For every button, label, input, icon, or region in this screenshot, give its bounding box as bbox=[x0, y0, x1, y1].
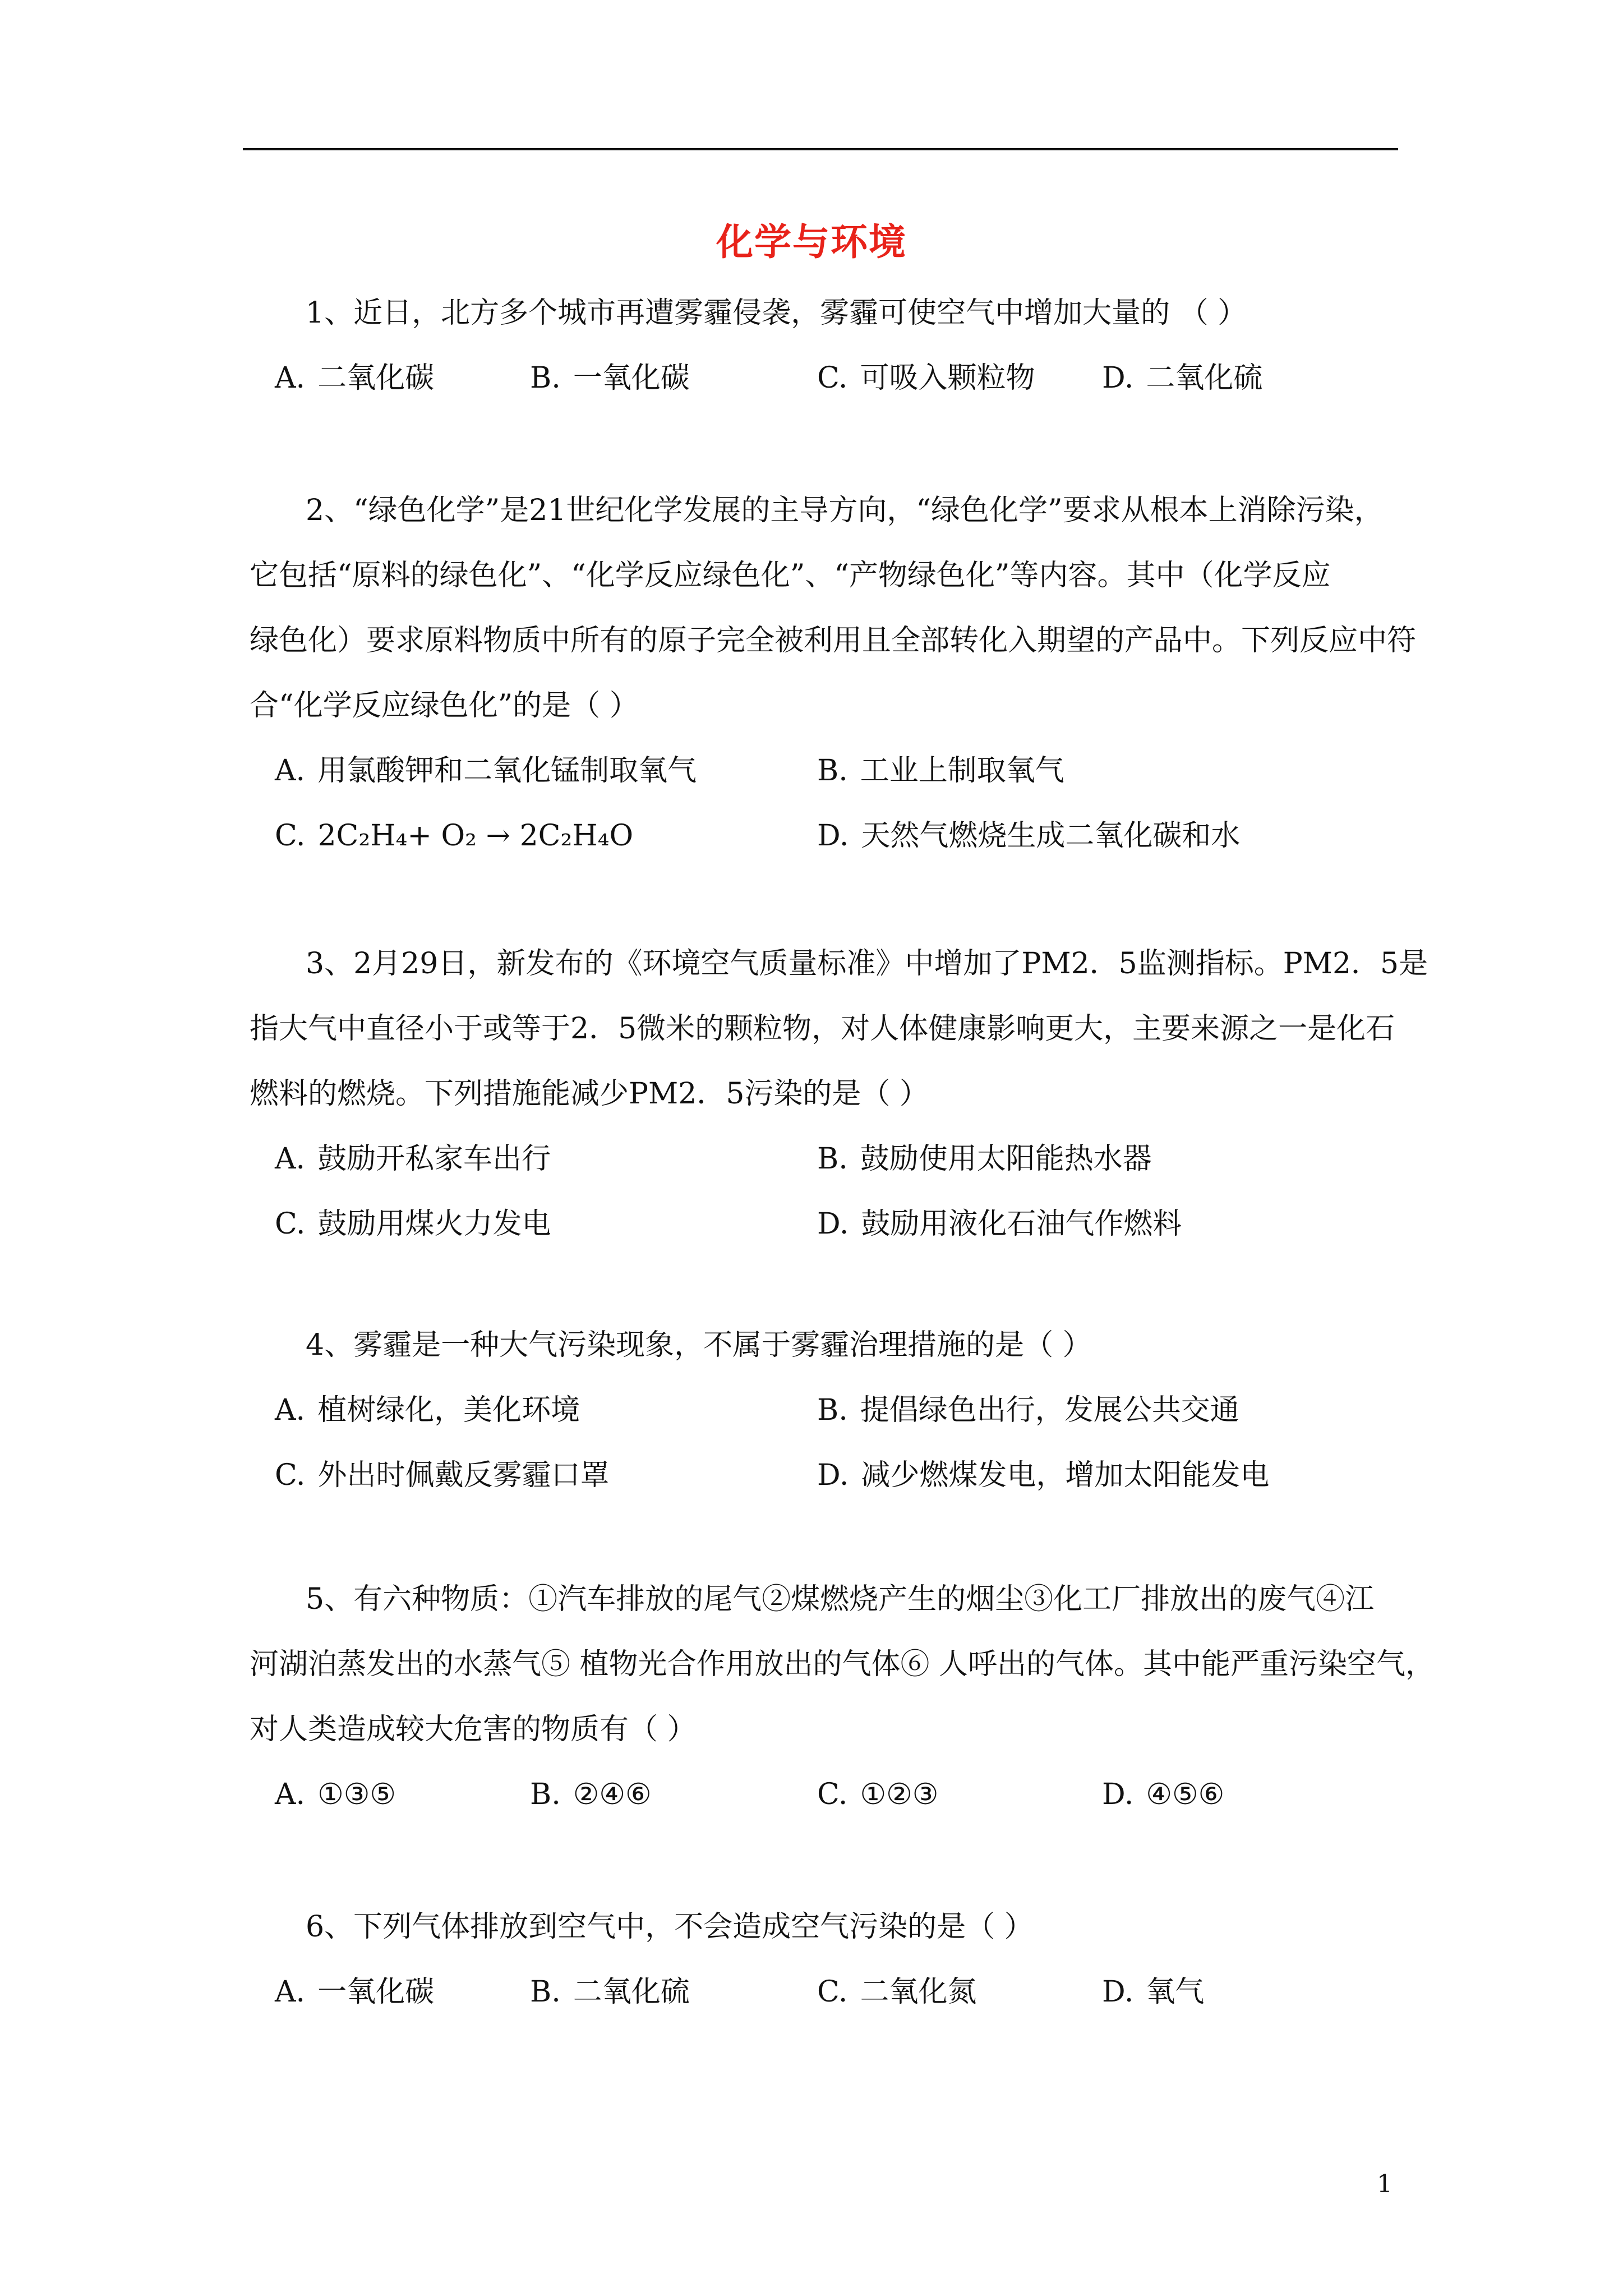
stem-line: 4、雾霾是一种大气污染现象，不属于雾霾治理措施的是（ ） bbox=[306, 1328, 1092, 1362]
option-a: A. 鼓励开私家车出行 bbox=[275, 1142, 551, 1176]
page-title: 化学与环境 bbox=[716, 220, 907, 264]
header-rule bbox=[243, 148, 1398, 150]
option-b: B. 鼓励使用太阳能热水器 bbox=[817, 1142, 1152, 1176]
option-c: C. 可吸入颗粒物 bbox=[817, 361, 1035, 395]
question-1 bbox=[250, 280, 1399, 411]
question-3 bbox=[250, 931, 1428, 1257]
option-c: C. 鼓励用煤火力发电 bbox=[275, 1207, 551, 1241]
question-stem bbox=[250, 1313, 1399, 1378]
option-a: A. 用氯酸钾和二氧化锰制取氧气 bbox=[275, 754, 697, 788]
option-b: B. 二氧化硫 bbox=[530, 1975, 690, 2009]
option-a: A. 一氧化碳 bbox=[275, 1975, 435, 2009]
option-c: C. 二氧化氮 bbox=[817, 1975, 977, 2009]
option-d: D. 鼓励用液化石油气作燃料 bbox=[817, 1207, 1182, 1241]
option-b: B. 工业上制取氧气 bbox=[817, 754, 1064, 788]
stem-line: 5、有六种物质：①汽车排放的尾气②煤燃烧产生的烟尘③化工厂排放出的废气④江 bbox=[306, 1582, 1375, 1616]
question-stem bbox=[250, 931, 1428, 1126]
question-6 bbox=[250, 1894, 1399, 2024]
option-d: D. 减少燃煤发电，增加太阳能发电 bbox=[817, 1458, 1270, 1492]
options-row bbox=[250, 1443, 1399, 1508]
question-stem bbox=[250, 1567, 1435, 1762]
option-d: D. 二氧化硫 bbox=[1102, 361, 1263, 395]
options-row bbox=[250, 1191, 1399, 1257]
question-stem bbox=[250, 1894, 1399, 1959]
stem-line: 对人类造成较大危害的物质有（ ） bbox=[250, 1713, 697, 1746]
page-number: 1 bbox=[1377, 2170, 1393, 2198]
stem-line: 它包括“原料的绿色化”、“化学反应绿色化”、“产物绿色化”等内容。其中（化学反应 bbox=[250, 559, 1331, 592]
stem-line: 2、“绿色化学”是21世纪化学发展的主导方向，“绿色化学”要求从根本上消除污染， bbox=[306, 494, 1384, 527]
option-a: A. 植树绿化，美化环境 bbox=[275, 1393, 580, 1427]
stem-line: 河湖泊蒸发出的水蒸气⑤ 植物光合作用放出的气体⑥ 人呼出的气体。其中能严重污染空气， bbox=[250, 1648, 1435, 1681]
question-5 bbox=[250, 1567, 1435, 1827]
option-b: B. ②④⑥ bbox=[530, 1778, 652, 1811]
stem-line: 6、下列气体排放到空气中，不会造成空气污染的是（ ） bbox=[306, 1910, 1034, 1944]
option-d: D. 天然气燃烧生成二氧化碳和水 bbox=[817, 819, 1241, 853]
options-row bbox=[250, 1762, 1399, 1827]
option-c: C. 外出时佩戴反雾霾口罩 bbox=[275, 1458, 610, 1492]
options-row bbox=[250, 1126, 1399, 1191]
option-a: A. ①③⑤ bbox=[275, 1778, 396, 1811]
stem-line: 1、近日，北方多个城市再遭雾霾侵袭，雾霾可使空气中增加大量的 （ ） bbox=[306, 296, 1247, 330]
option-d: D. ④⑤⑥ bbox=[1102, 1778, 1225, 1811]
options-row bbox=[250, 1959, 1399, 2024]
options-row bbox=[250, 803, 1399, 868]
question-stem bbox=[250, 280, 1399, 346]
option-a: A. 二氧化碳 bbox=[275, 361, 435, 395]
option-d: D. 氧气 bbox=[1102, 1975, 1205, 2009]
options-row bbox=[250, 1378, 1399, 1443]
option-c: C. ①②③ bbox=[817, 1778, 939, 1811]
stem-line: 指大气中直径小于或等于2．5微米的颗粒物，对人体健康影响更大，主要来源之一是化石 bbox=[250, 1012, 1395, 1046]
reaction-equation: 2C₂H₄+ O₂ → 2C₂H₄O bbox=[317, 819, 634, 853]
options-row bbox=[250, 738, 1399, 803]
options-row bbox=[250, 346, 1399, 411]
stem-line: 燃料的燃烧。下列措施能减少PM2．5污染的是（ ） bbox=[250, 1077, 929, 1111]
question-stem bbox=[250, 478, 1417, 738]
option-b: B. 一氧化碳 bbox=[530, 361, 690, 395]
stem-line: 绿色化）要求原料物质中所有的原子完全被利用且全部转化入期望的产品中。下列反应中符 bbox=[250, 624, 1417, 657]
stem-line: 合“化学反应绿色化”的是（ ） bbox=[250, 689, 639, 723]
option-c: C. 2C₂H₄+ O₂ → 2C₂H₄O bbox=[275, 819, 634, 853]
question-2 bbox=[250, 478, 1417, 868]
question-4 bbox=[250, 1313, 1399, 1508]
stem-line: 3、2月29日，新发布的《环境空气质量标准》中增加了PM2．5监测指标。PM2．5是 bbox=[306, 947, 1428, 981]
option-b: B. 提倡绿色出行，发展公共交通 bbox=[817, 1393, 1239, 1427]
